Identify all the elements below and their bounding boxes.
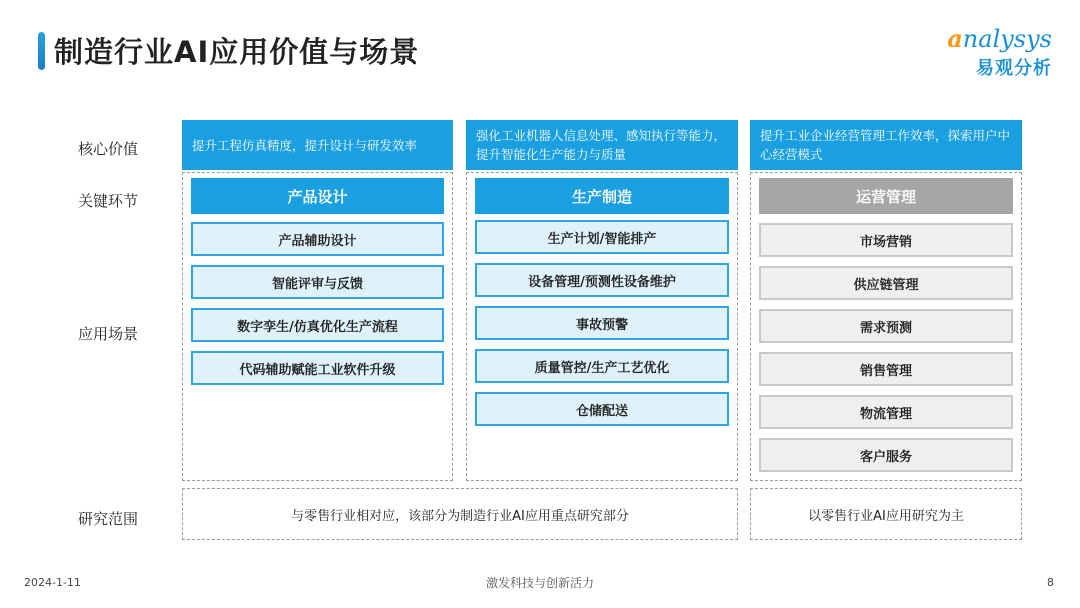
scope-side: 以零售行业AI应用研究为主 [750,488,1022,540]
title-accent-bar [38,32,45,70]
category-operations: 运营管理 [759,178,1013,214]
row-label-scenario: 应用场景 [78,325,139,343]
footer-slogan: 激发科技与创新活力 [485,576,594,590]
scenario-item: 销售管理 [759,352,1013,386]
row-label-scope: 研究范围 [78,510,139,528]
footer-date: 2024-1-11 [24,576,81,589]
scenario-item: 代码辅助赋能工业软件升级 [191,351,444,385]
category-product-design: 产品设计 [191,178,444,214]
scenario-item: 物流管理 [759,395,1013,429]
panel-product-design [182,172,453,481]
scenario-item: 事故预警 [475,306,729,340]
scenario-item: 产品辅助设计 [191,222,444,256]
scenario-item: 市场营销 [759,223,1013,257]
logo-wordmark: analysys [947,24,1052,53]
core-value-manufacturing: 强化工业机器人信息处理、感知执行等能力，提升智能化生产能力与质量 [466,120,738,170]
scenario-item: 生产计划/智能排产 [475,220,729,254]
scenario-item: 供应链管理 [759,266,1013,300]
scope-main: 与零售行业相对应，该部分为制造行业AI应用重点研究部分 [182,488,738,540]
row-label-core-value: 核心价值 [78,140,139,158]
category-manufacturing: 生产制造 [475,178,729,214]
scenario-item: 智能评审与反馈 [191,265,444,299]
core-value-product-design: 提升工程仿真精度，提升设计与研发效率 [182,120,453,170]
scenario-item: 质量管控/生产工艺优化 [475,349,729,383]
core-value-operations: 提升工业企业经营管理工作效率，探索用户中心经营模式 [750,120,1022,170]
scenario-item: 设备管理/预测性设备维护 [475,263,729,297]
scenario-item: 仓储配送 [475,392,729,426]
scenario-item: 客户服务 [759,438,1013,472]
page-number: 8 [1047,576,1054,589]
panel-manufacturing [466,172,738,481]
row-label-key-link: 关键环节 [78,192,139,210]
scenario-item: 需求预测 [759,309,1013,343]
logo-cn-name: 易观分析 [976,58,1052,79]
scenario-item: 数字孪生/仿真优化生产流程 [191,308,444,342]
page-title: 制造行业AI应用价值与场景 [54,35,420,69]
analysys-logo [947,26,1052,80]
panel-operations [750,172,1022,481]
